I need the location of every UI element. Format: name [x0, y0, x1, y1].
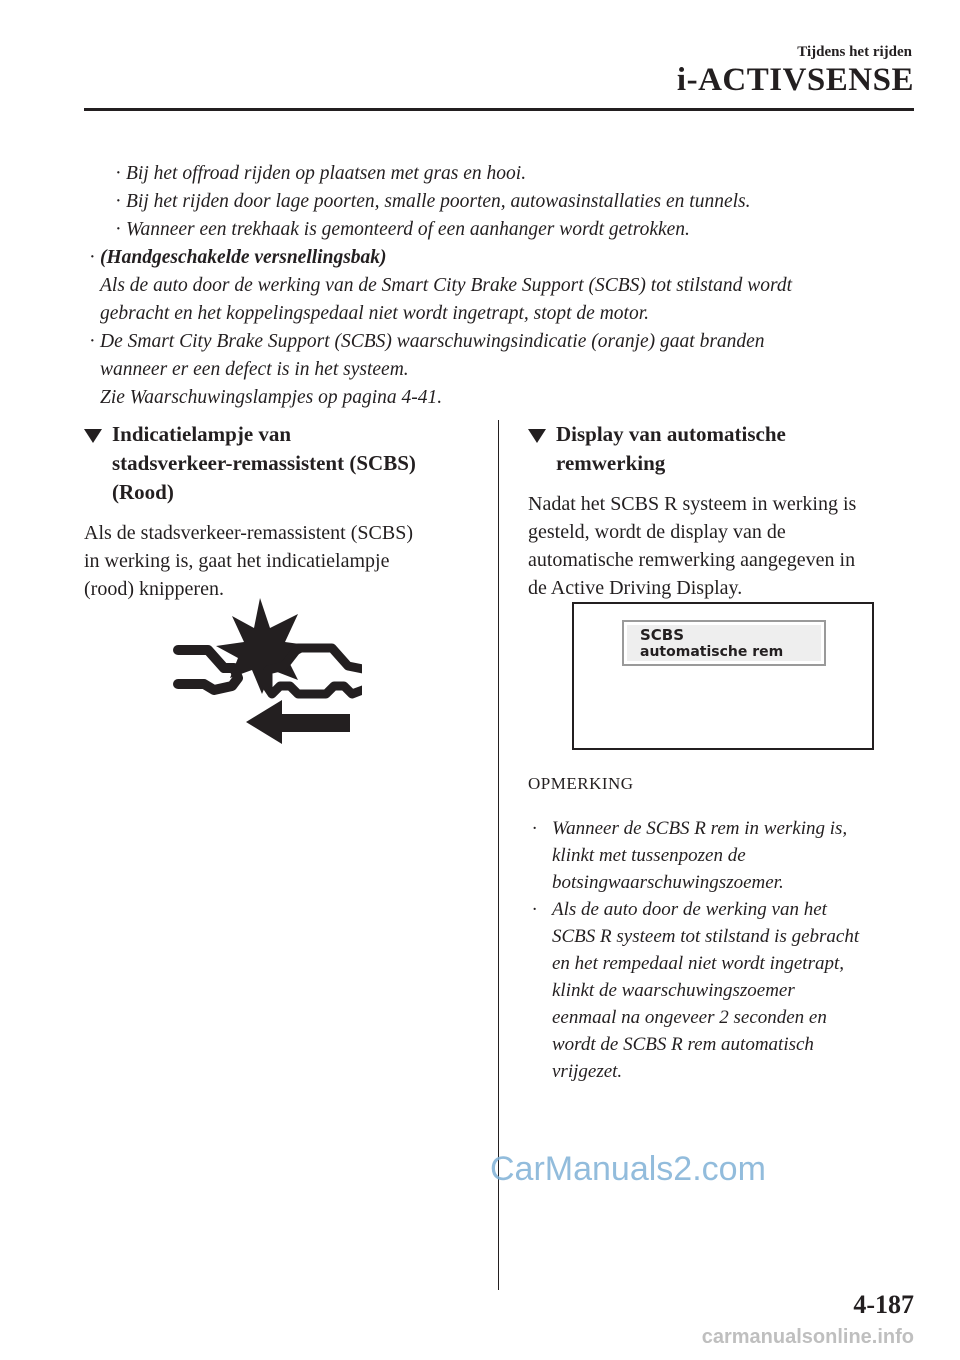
active-driving-display	[572, 602, 874, 750]
note-box	[528, 770, 918, 1085]
watermark: CarManuals2.com	[490, 1150, 766, 1188]
list-item: · Bij het rijden door lage poorten, smalle poorten, autowasinstallaties en tunnels.	[115, 191, 751, 212]
display-line: SCBS	[640, 626, 685, 644]
list-item: · De Smart City Brake Support (SCBS) waarschuwingsindicatie (oranje) gaat branden	[89, 331, 765, 352]
display-line: automatische rem	[640, 644, 784, 660]
note-item: · Wanneer de SCBS R rem in werking is, klinkt met tussenpozen de botsingwaarschuwingszoemer.	[532, 818, 848, 893]
arrow-left-icon	[246, 700, 350, 744]
list-item-text: wanneer er een defect is in het systeem.	[100, 359, 409, 380]
section-heading: Indicatielampje van stadsverkeer-remassistent (SCBS) (Rood)	[84, 420, 484, 507]
left-column	[84, 420, 484, 603]
list-item: · Wanneer een trekhaak is gemonteerd of een aanhanger wordt getrokken.	[115, 219, 690, 240]
display-message	[622, 620, 826, 666]
chapter-title: i-ACTIVSENSE	[676, 62, 914, 98]
paragraph: Nadat het SCBS R systeem in werking is gesteld, wordt de display van de automatische remwerking aangegeven in de Active Driving Display.	[528, 493, 857, 599]
note-item: · Als de auto door de werking van het SCBS R systeem tot stilstand is gebracht en het rempedaal niet wordt ingetrapt, klinkt de waarschuwingszoemer eenmaal na ongeveer 2 seconden en wordt de SCBS R rem automatisch vrijgezet.	[532, 899, 860, 1082]
right-column	[528, 420, 918, 602]
paragraph: Als de stadsverkeer-remassistent (SCBS) in werking is, gaat het indicatielampje (rood) knipperen.	[84, 522, 413, 600]
triangle-marker-icon	[84, 429, 102, 443]
note-heading: OPMERKING	[528, 774, 634, 793]
list-item-text: gebracht en het koppelingspedaal niet wordt ingetrapt, stopt de motor.	[100, 303, 650, 324]
triangle-marker-icon	[528, 429, 546, 443]
section-label: Tijdens het rijden	[797, 44, 912, 60]
header-rule	[84, 108, 914, 111]
section-heading: Display van automatische remwerking	[528, 420, 918, 478]
list-item: · (Handgeschakelde versnellingsbak)	[89, 247, 387, 268]
list-item-text: Als de auto door de werking van de Smart City Brake Support (SCBS) tot stilstand wordt	[100, 275, 793, 296]
scbs-warning-icon	[172, 598, 362, 748]
page-number: 4-187	[853, 1290, 914, 1319]
list-item: · Bij het offroad rijden op plaatsen met gras en hooi.	[115, 163, 527, 184]
cross-reference: Zie Waarschuwingslampjes op pagina 4-41.	[100, 387, 443, 408]
car-outline-icon	[178, 650, 238, 690]
top-bullet-list	[84, 160, 914, 412]
footer-watermark: carmanualsonline.info	[701, 1326, 914, 1348]
